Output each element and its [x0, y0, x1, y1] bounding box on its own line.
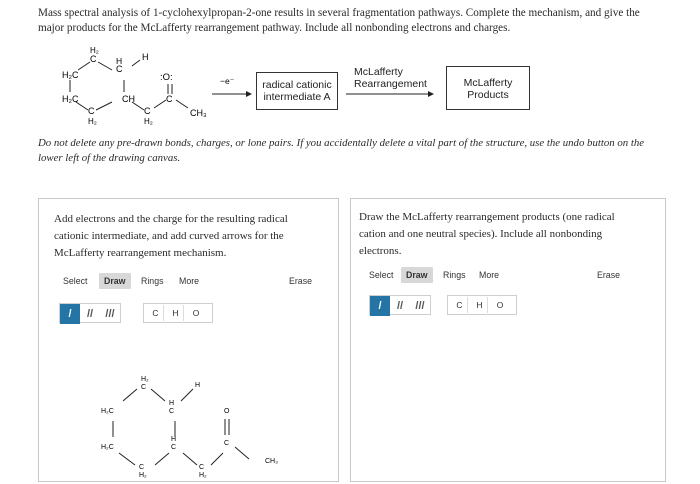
- instruction-note: Do not delete any pre-drawn bonds, charges, or lone pairs. If you accidentally delete a vital part of the structure, use the undo button on the lower left of the drawing canvas.: [38, 137, 645, 164]
- left-toolbar: [53, 273, 329, 289]
- bond-group: [369, 295, 431, 315]
- reaction-scheme: [40, 44, 680, 128]
- canvas-atom-h2c-lower: H₂C: [101, 444, 114, 451]
- atom-h-top: H: [116, 56, 123, 66]
- arrow-label-line2: Rearrangement: [354, 78, 427, 90]
- erase-tool[interactable]: Erase: [289, 276, 312, 286]
- right-bond-atom-row: [369, 295, 549, 317]
- canvas-atom-h-ch: H: [169, 400, 175, 407]
- mclafferty-products-box: [446, 66, 530, 110]
- atom-group: [143, 303, 213, 323]
- atom-o-button[interactable]: O: [192, 308, 200, 318]
- drawing-panel-left: [38, 198, 339, 482]
- select-tool[interactable]: Select: [63, 276, 88, 286]
- question-intro: Mass spectral analysis of 1-cyclohexylpropan-2-one results in several fragmentation pathways. Complete the mechanism, and give the major products for the McLafferty rearrangement pathway. Include all nonbonding electrons and charges.: [38, 7, 640, 34]
- radical-box-line2: intermediate A: [263, 91, 331, 103]
- radical-intermediate-box: [256, 72, 338, 110]
- drawing-panel-right: [350, 198, 666, 482]
- canvas-atom-c-ch: C: [169, 408, 175, 415]
- canvas-atom-h-mid: H: [171, 436, 177, 443]
- atom-c-bottom-left: C: [88, 106, 95, 116]
- atom-o-label: :O:: [160, 72, 173, 83]
- erase-tool[interactable]: Erase: [597, 270, 620, 280]
- atom-h2-bottom-right: H₂: [144, 117, 153, 126]
- radical-box-line1: radical cationic: [262, 79, 332, 91]
- right-toolbar: [361, 267, 661, 283]
- more-tool[interactable]: More: [179, 276, 200, 286]
- canvas-atom-c-top: C: [141, 384, 147, 391]
- right-panel-instructions: Draw the McLafferty rearrangement products (one radical cation and one neutral species). Include all nonbonding electrons.: [359, 211, 615, 257]
- right-drawing-canvas[interactable]: [359, 329, 657, 477]
- atom-c-button[interactable]: C: [148, 305, 164, 321]
- single-bond-button[interactable]: /: [370, 296, 390, 316]
- products-box-line2: Products: [467, 89, 509, 101]
- rings-tool[interactable]: Rings: [141, 276, 164, 286]
- mclafferty-arrow-label: [354, 66, 427, 90]
- canvas-atom-h: H: [195, 382, 201, 389]
- atom-h2c-upper: H₂C: [62, 70, 79, 80]
- electron-loss-label: −e⁻: [220, 76, 235, 86]
- canvas-atom-c-bl: C: [139, 464, 145, 471]
- bond-group: [59, 303, 121, 323]
- double-bond-button[interactable]: //: [86, 308, 94, 320]
- left-canvas-structure[interactable]: [39, 369, 339, 481]
- atom-c-button[interactable]: C: [452, 297, 468, 313]
- atom-ch3: CH₃: [190, 108, 207, 118]
- canvas-atom-c-br: C: [199, 464, 205, 471]
- atom-h2c-lower: H₂C: [62, 94, 79, 104]
- canvas-atom-h2c-upper: H₂C: [101, 408, 114, 415]
- atom-h2-bottom-left: H₂: [88, 117, 97, 126]
- atom-h-button[interactable]: H: [472, 297, 488, 313]
- canvas-atom-c-carbonyl: C: [224, 440, 230, 447]
- atom-group: [447, 295, 517, 315]
- atom-ch-lower: CH: [122, 94, 135, 104]
- canvas-atom-c-mid: C: [171, 444, 177, 451]
- arrow-label-line1: McLafferty: [354, 66, 403, 78]
- triple-bond-button[interactable]: ///: [105, 308, 115, 320]
- left-panel-instructions: Add electrons and the charge for the resulting radical cationic intermediate, and add curved arrows for the McLafferty rearrangement mechanism.: [54, 213, 288, 259]
- atom-ch-top: C: [116, 64, 123, 74]
- more-tool[interactable]: More: [479, 270, 500, 280]
- triple-bond-button[interactable]: ///: [415, 300, 425, 312]
- single-bond-button[interactable]: /: [60, 304, 80, 324]
- atom-o-button[interactable]: O: [496, 300, 504, 310]
- canvas-atom-h2-bl: H₂: [139, 472, 147, 479]
- rings-tool[interactable]: Rings: [443, 270, 466, 280]
- atom-h-button[interactable]: H: [168, 305, 184, 321]
- atom-c-bottom-right: C: [144, 106, 151, 116]
- draw-tool[interactable]: Draw: [99, 273, 131, 289]
- canvas-atom-ch3: CH₃: [265, 458, 278, 465]
- canvas-atom-o: O: [224, 408, 230, 415]
- double-bond-button[interactable]: //: [396, 300, 404, 312]
- products-box-line1: McLafferty: [463, 77, 513, 89]
- left-bond-atom-row: [59, 303, 239, 325]
- canvas-atom-h2-br: H₂: [199, 472, 207, 479]
- atom-h2-top: H₂: [90, 46, 99, 55]
- atom-h-label: H: [142, 52, 149, 62]
- atom-c-carbonyl: C: [166, 94, 173, 104]
- atom-c-top: C: [90, 54, 97, 64]
- select-tool[interactable]: Select: [369, 270, 394, 280]
- draw-tool[interactable]: Draw: [401, 267, 433, 283]
- canvas-atom-h2-top: H₂: [141, 376, 149, 383]
